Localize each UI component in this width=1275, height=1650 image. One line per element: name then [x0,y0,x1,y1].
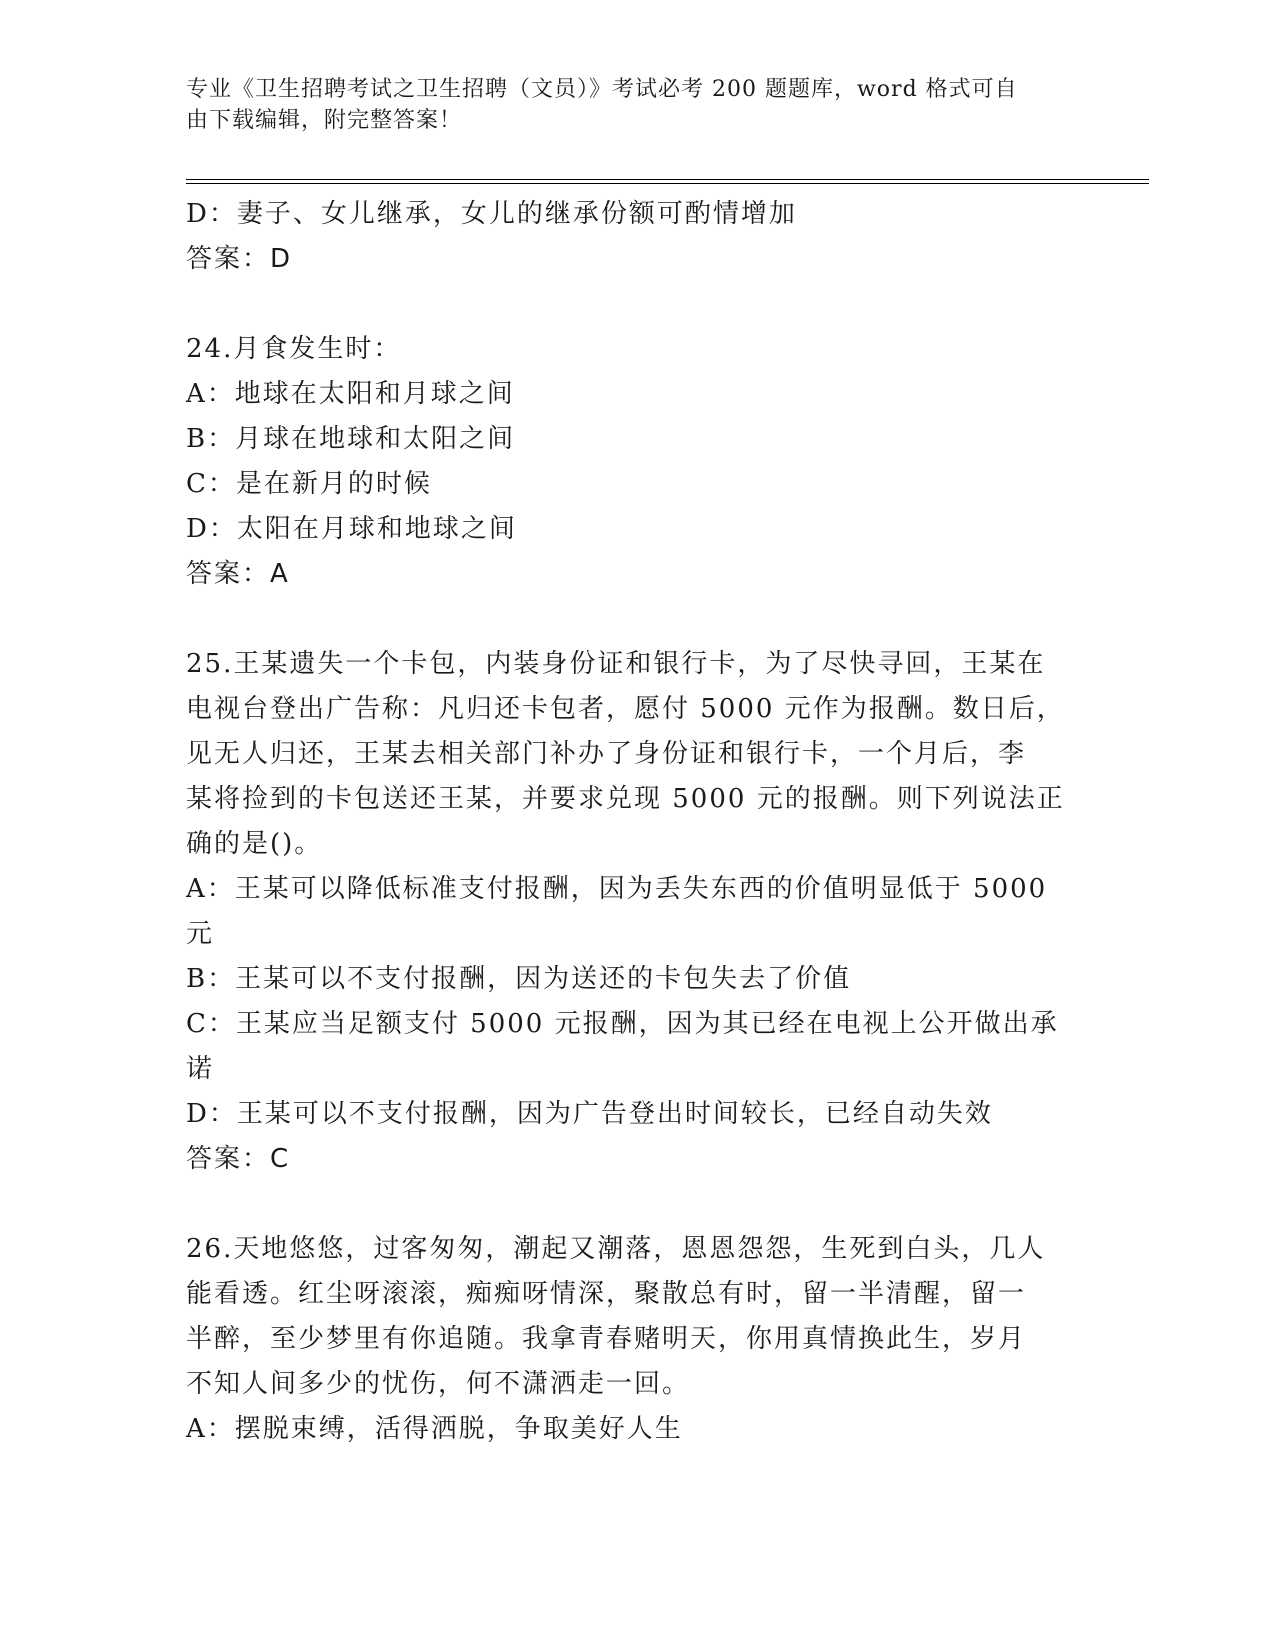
question-stem-line: 某将捡到的卡包送还王某，并要求兑现 5000 元的报酬。则下列说法正 [186,784,1065,814]
spacer [186,1182,1086,1227]
option-d: D：妻子、女儿继承，女儿的继承份额可酌情增加 [186,199,797,229]
option-b: B：王某可以不支付报酬，因为送还的卡包失去了价值 [186,964,852,994]
header-line-2: 由下载编辑，附完整答案！ [186,108,463,133]
option-d: D：王某可以不支付报酬，因为广告登出时间较长，已经自动失效 [186,1099,993,1129]
document-header [186,74,1066,136]
question-stem-line: 确的是()。 [186,829,323,859]
question-stem-line: 见无人归还，王某去相关部门补办了身份证和银行卡，一个月后，李 [186,739,1027,769]
question-stem-line: 26.天地悠悠，过客匆匆，潮起又潮落，恩恩怨怨，生死到白头，几人 [186,1234,1046,1264]
answer-line: 答案：A [186,559,290,589]
question-25 [186,642,1086,1182]
option-a: A：地球在太阳和月球之间 [186,379,515,409]
option-b: B：月球在地球和太阳之间 [186,424,516,454]
header-rule-bottom [186,183,1149,184]
question-stem-line: 电视台登出广告称：凡归还卡包者，愿付 5000 元作为报酬。数日后， [186,694,1065,724]
question-stem-line: 半醉，至少梦里有你追随。我拿青春赌明天，你用真情换此生，岁月 [186,1324,1027,1354]
answer-line: 答案：C [186,1144,291,1174]
header-line-1: 专业《卫生招聘考试之卫生招聘（文员）》考试必考 200 题题库，word 格式可自 [186,77,1018,102]
question-23-tail [186,192,1086,282]
option-a: A：摆脱束缚，活得洒脱，争取美好人生 [186,1414,683,1444]
question-stem-line: 能看透。红尘呀滚滚，痴痴呀情深，聚散总有时，留一半清醒，留一 [186,1279,1027,1309]
spacer [186,282,1086,327]
option-c: C：是在新月的时候 [186,469,432,499]
option-c-line: C：王某应当足额支付 5000 元报酬，因为其已经在电视上公开做出承 [186,1009,1059,1039]
question-stem-line: 25.王某遗失一个卡包，内装身份证和银行卡，为了尽快寻回，王某在 [186,649,1046,679]
option-a-line: A：王某可以降低标准支付报酬，因为丢失东西的价值明显低于 5000 [186,874,1048,904]
question-stem-line: 不知人间多少的忧伤，何不潇洒走一回。 [186,1369,691,1399]
option-a-line: 元 [186,919,215,949]
answer-line: 答案：D [186,244,293,274]
header-rule-top [186,179,1149,180]
question-26 [186,1227,1086,1452]
question-24 [186,327,1086,597]
question-list [186,192,1086,1452]
option-c-line: 诺 [186,1054,215,1084]
spacer [186,597,1086,642]
question-stem: 24.月食发生时： [186,334,402,364]
option-d: D：太阳在月球和地球之间 [186,514,517,544]
